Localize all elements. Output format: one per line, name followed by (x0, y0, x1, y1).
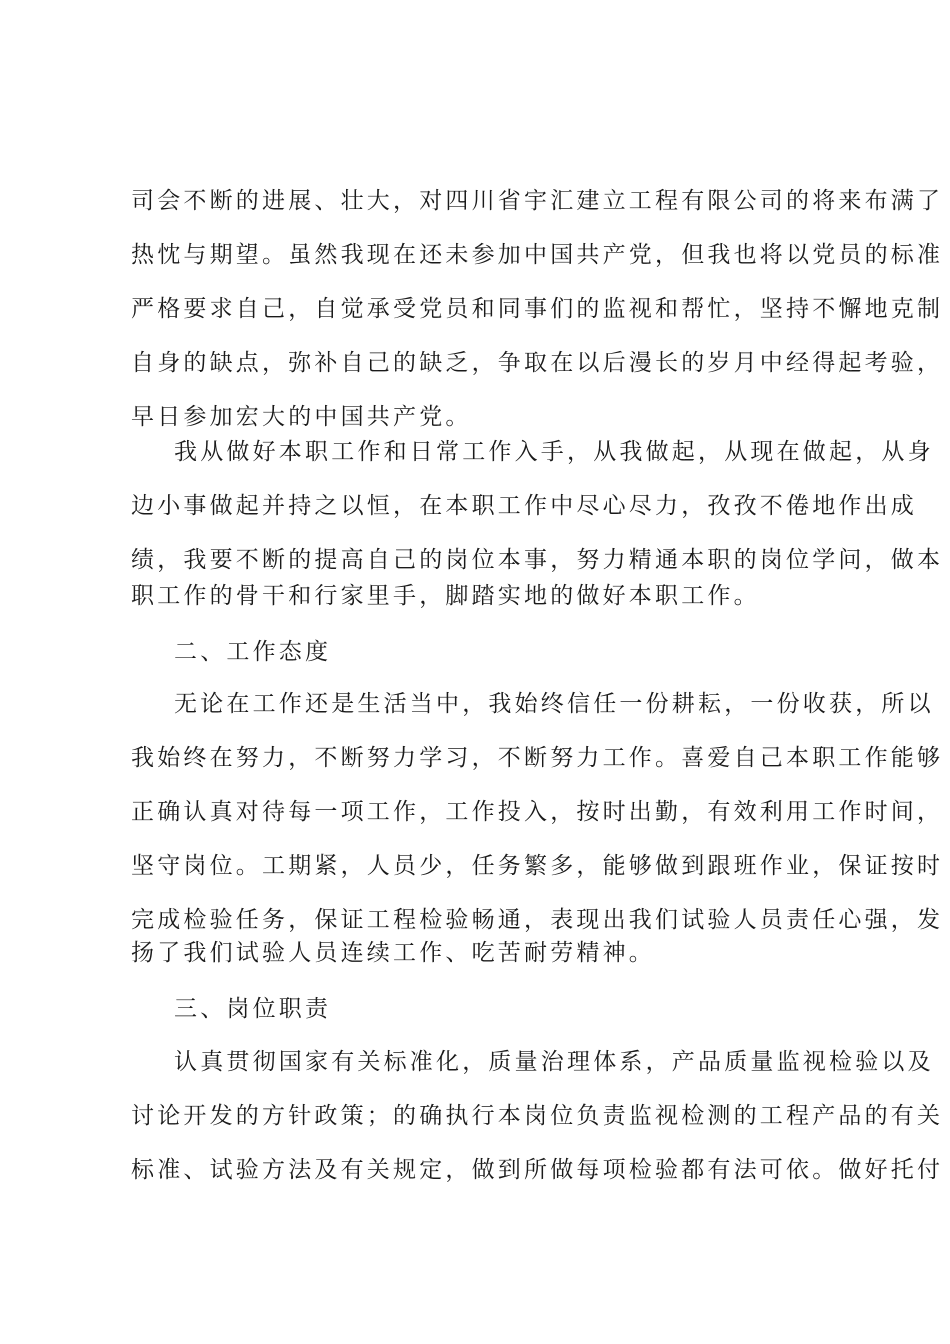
text-line: 严格要求自己，自觉承受党员和同事们的监视和帮忙，坚持不懈地克制 (131, 296, 944, 322)
text-line: 认真贯彻国家有关标准化，质量治理体系，产品质量监视检验以及 (174, 1049, 934, 1075)
text-line: 正确认真对待每一项工作，工作投入，按时出勤，有效利用工作时间， (131, 799, 944, 825)
text-line: 我从做好本职工作和日常工作入手，从我做起，从现在做起，从身 (174, 439, 934, 465)
text-line: 早日参加宏大的中国共产党。 (131, 404, 472, 430)
text-line: 扬了我们试验人员连续工作、吃苦耐劳精神。 (131, 940, 655, 966)
text-line: 热忱与期望。虽然我现在还未参加中国共产党，但我也将以党员的标准 (131, 242, 944, 268)
text-line: 坚守岗位。工期紧，人员少，任务繁多，能够做到跟班作业，保证按时 (131, 853, 944, 879)
section-heading: 三、岗位职责 (174, 996, 332, 1022)
text-line: 司会不断的进展、壮大，对四川省宇汇建立工程有限公司的将来布满了 (131, 188, 944, 214)
text-line: 职工作的骨干和行家里手，脚踏实地的做好本职工作。 (131, 583, 760, 609)
text-line: 完成检验任务，保证工程检验畅通，表现出我们试验人员责任心强，发 (131, 907, 944, 933)
text-line: 无论在工作还是生活当中，我始终信任一份耕耘，一份收获，所以 (174, 691, 934, 717)
section-heading: 二、工作态度 (174, 639, 332, 665)
text-line: 讨论开发的方针政策；的确执行本岗位负责监视检测的工程产品的有关 (131, 1103, 944, 1129)
text-line: 绩，我要不断的提高自己的岗位本事，努力精通本职的岗位学问，做本 (131, 547, 944, 573)
text-line: 边小事做起并持之以恒，在本职工作中尽心尽力，孜孜不倦地作出成 (131, 493, 917, 519)
text-line: 标准、试验方法及有关规定，做到所做每项检验都有法可依。做好托付 (131, 1157, 944, 1183)
text-line: 自身的缺点，弥补自己的缺乏，争取在以后漫长的岁月中经得起考验， (131, 350, 944, 376)
text-line: 我始终在努力，不断努力学习，不断努力工作。喜爱自己本职工作能够 (131, 745, 944, 771)
